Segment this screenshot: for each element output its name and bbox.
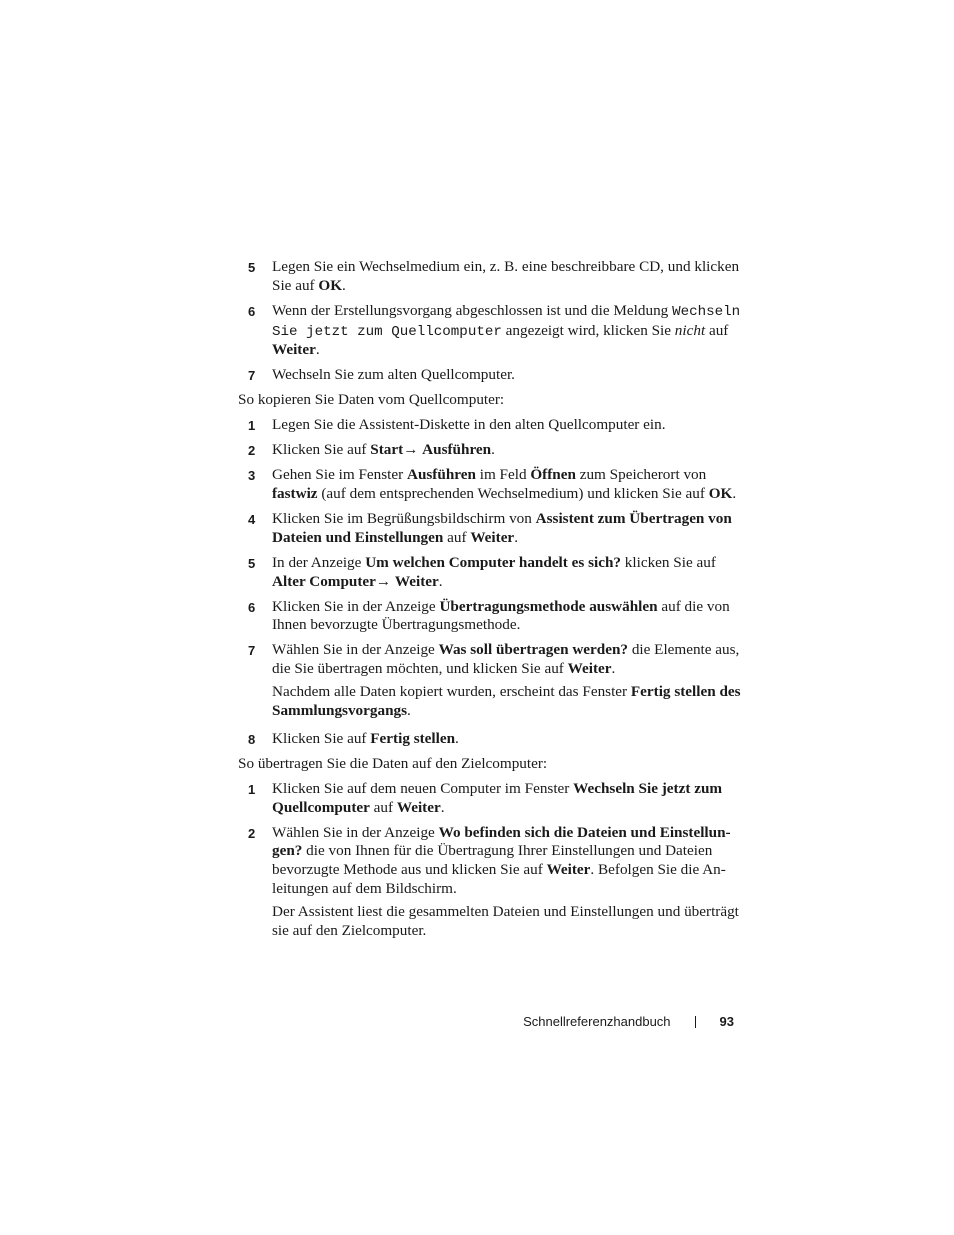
text-run: angezeigt wird, klicken Sie — [501, 321, 675, 339]
bold-term: Um welchen Computer handelt es sich? — [365, 553, 621, 571]
bold-term: Wo befinden sich die Dateien und Einstellun-gen? — [272, 823, 731, 860]
bold-term: Ausführen — [422, 441, 492, 459]
system-message: Wechseln Sie jetzt zum Quellcomputer — [272, 303, 741, 340]
step-item — [238, 510, 744, 548]
bold-term: Start — [370, 441, 404, 459]
step-item — [238, 441, 744, 460]
step-item — [238, 258, 744, 296]
bold-term: Weiter — [567, 660, 612, 678]
bold-term: Weiter — [470, 528, 515, 546]
bold-term: Übertragungsmethode auswählen — [439, 597, 658, 615]
intro-copy-source: So kopieren Sie Daten vom Quellcomputer: — [238, 391, 505, 409]
bold-term: Fertig stellen des Sammlungsvorgangs — [272, 683, 741, 719]
step-item — [238, 466, 744, 504]
step-text — [272, 466, 736, 502]
step-item — [238, 302, 744, 360]
bold-term: Assistent zum Übertragen von Dateien und Einstellungen — [272, 510, 732, 546]
step-item — [238, 366, 744, 385]
step-text — [272, 824, 731, 897]
bold-term: OK — [318, 276, 343, 294]
step-item — [238, 641, 744, 679]
step-text — [272, 441, 495, 458]
text-run: (auf dem entsprechenden Wechselmedium) und klicken Sie auf — [317, 485, 709, 503]
bold-term: Weiter — [394, 572, 439, 590]
text-run: auf die von Ihnen bevorzugte Übertragungsmethode. — [272, 597, 730, 634]
bold-term: Alter Computer — [272, 572, 376, 590]
page-footer — [523, 1014, 734, 1029]
page-number: 93 — [719, 1014, 734, 1029]
page-content — [238, 258, 744, 950]
text-run: Wählen Sie in der Anzeige — [272, 641, 439, 659]
text-run: → — [403, 441, 423, 459]
text-run: . — [440, 798, 445, 816]
step-number: 8 — [248, 731, 256, 747]
intro-transfer-target: So übertragen Sie die Daten auf den Zielcomputer: — [238, 754, 548, 772]
text-run: . — [438, 572, 443, 590]
list-1 — [238, 258, 744, 385]
step-text — [272, 366, 515, 383]
text-run: Wählen Sie in der Anzeige — [272, 823, 439, 841]
step-text — [272, 258, 739, 294]
step-number: 2 — [248, 825, 256, 841]
step-number: 4 — [248, 512, 256, 528]
step-item — [238, 416, 744, 435]
step-text — [272, 730, 459, 747]
step-item — [238, 598, 744, 636]
text-run: klicken Sie auf — [621, 553, 716, 571]
step-number: 7 — [248, 643, 256, 659]
bold-term: fastwiz — [272, 485, 318, 503]
text-run: auf — [705, 321, 729, 339]
step-text — [272, 510, 732, 546]
step-number: 6 — [248, 599, 256, 615]
text-run: Der Assistent liest die gesammelten Dateien und Einstellungen und überträgt sie auf den Zielcomputer. — [272, 902, 739, 939]
text-run: Wechseln Sie zum alten Quellcomputer. — [272, 366, 515, 384]
text-run: . — [407, 702, 411, 719]
step-number: 1 — [248, 418, 256, 434]
text-run: Gehen Sie im Fenster — [272, 466, 407, 484]
text-run: Wenn der Erstellungsvorgang abgeschlossen ist und die Meldung — [272, 301, 673, 319]
text-run: nicht — [674, 321, 706, 339]
step-note — [238, 903, 744, 941]
bold-term: Weiter — [396, 798, 441, 816]
bold-term: Öffnen — [530, 466, 576, 484]
text-run: zum Speicherort von — [575, 466, 707, 484]
text-run: Legen Sie ein Wechselmedium ein, z. B. eine beschreibbare CD, und klicken Sie auf — [272, 258, 740, 294]
step-item — [238, 824, 744, 899]
text-run: Klicken Sie in der Anzeige — [272, 597, 440, 615]
bold-term: Weiter — [272, 341, 316, 359]
text-run: → — [375, 572, 395, 590]
step-item — [238, 730, 744, 749]
text-run: . Befolgen Sie die An-leitungen auf dem Bildschirm. — [272, 861, 726, 897]
step-number: 7 — [248, 368, 256, 384]
step-text — [272, 780, 722, 816]
text-run: Klicken Sie auf dem neuen Computer im Fenster — [272, 779, 574, 797]
step-item — [238, 780, 744, 818]
step-text — [272, 554, 716, 590]
bold-term: Fertig stellen — [370, 729, 456, 747]
step-number: 6 — [248, 303, 256, 319]
step-item — [238, 554, 744, 592]
text-run: Klicken Sie auf — [272, 441, 371, 459]
footer-separator — [695, 1016, 696, 1028]
text-run: . — [455, 729, 459, 747]
text-run: die von Ihnen für die Übertragung Ihrer Einstellungen und Dateien bevorzugte Methode aus und klicken Sie auf — [272, 842, 713, 879]
footer-title: Schnellreferenzhandbuch — [523, 1014, 671, 1029]
bold-term: Wechseln Sie jetzt zum Quellcomputer — [272, 779, 723, 816]
step-number: 5 — [248, 260, 256, 275]
text-run: . — [611, 660, 616, 678]
text-run: In der Anzeige — [272, 553, 366, 571]
text-run: . — [514, 528, 518, 546]
list-2 — [238, 416, 744, 748]
step-text — [272, 598, 730, 634]
step-number: 2 — [248, 443, 256, 459]
text-run: Nachdem alle Daten kopiert wurden, erscheint das Fenster — [272, 683, 631, 701]
bold-term: Weiter — [546, 861, 591, 879]
text-run: die Elemente aus, die Sie übertragen möchten, und klicken Sie auf — [272, 641, 740, 678]
text-run: . — [342, 276, 346, 294]
text-run: . — [732, 485, 737, 503]
bold-term: Was soll übertragen werden? — [438, 641, 629, 659]
step-number: 1 — [248, 781, 256, 797]
step-text — [272, 641, 739, 677]
text-run: auf — [369, 798, 397, 816]
text-run: Klicken Sie auf — [272, 729, 371, 747]
bold-term: OK — [708, 485, 733, 503]
text-run: Legen Sie die Assistent-Diskette in den alten Quellcomputer ein. — [272, 416, 666, 434]
text-run: Klicken Sie im Begrüßungsbildschirm von — [272, 510, 536, 528]
bold-term: Ausführen — [406, 466, 476, 484]
text-run: im Feld — [475, 466, 531, 484]
step-number: 3 — [248, 468, 256, 484]
text-run: . — [491, 441, 495, 459]
list-3 — [238, 780, 744, 941]
text-run: . — [315, 341, 320, 359]
text-run: auf — [443, 528, 471, 546]
step-text — [272, 302, 740, 359]
step-number: 5 — [248, 555, 256, 571]
step-text — [272, 416, 666, 433]
step-note — [238, 683, 744, 721]
